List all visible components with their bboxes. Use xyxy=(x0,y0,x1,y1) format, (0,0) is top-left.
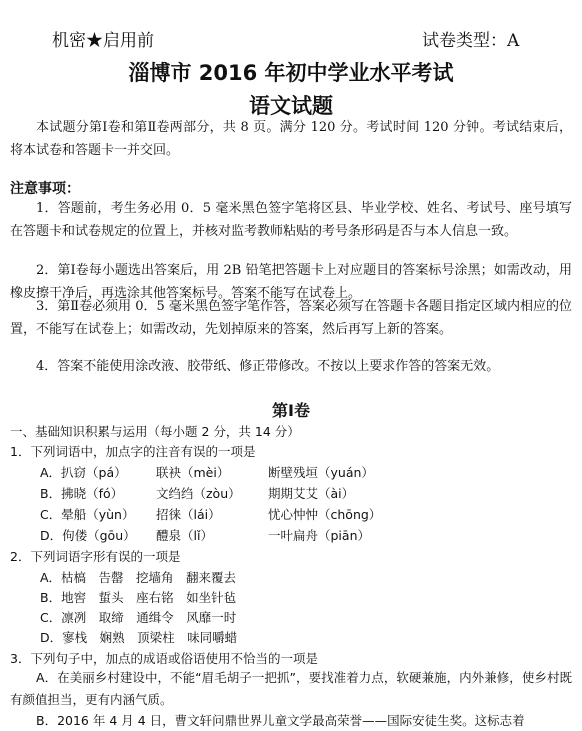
notice-item: 2．第Ⅰ卷每小题选出答案后，用 2B 铅笔把答题卡上对应题目的答案标号涂黑；如需改动，用橡皮擦干净后，再选涂其他答案标号。答案不能写在试卷上。 xyxy=(10,263,572,301)
notice-item: 4．答案不能使用涂改液、胶带纸、修正带修改。不按以上要求作答的答案无效。 xyxy=(36,359,500,374)
question-3-stem: 3．下列句子中，加点的成语或俗语使用不恰当的一项是 xyxy=(10,651,318,666)
q1-c-word1: C．晕船（yùn） xyxy=(40,507,135,522)
q2-option-d: D．寥栈 娴熟 顶梁柱 味同嚼蜡 xyxy=(40,630,238,645)
question-2-stem: 2．下列词语字形有误的一项是 xyxy=(10,549,181,564)
q1-b-word1: B．拂晓（fó） xyxy=(40,486,124,501)
exam-subtitle: 语文试题 xyxy=(249,94,333,118)
intro-paragraph: 本试题分第Ⅰ卷和第Ⅱ卷两部分，共 8 页。满分 120 分。考试时间 120 分钟。考试结束后，将本试卷和答题卡一并交回。 xyxy=(10,120,572,158)
q1-a-word3: 断壁残垣（yuán） xyxy=(268,465,374,480)
q2-option-b: B．地窖 蜇头 座右铭 如坐针毡 xyxy=(40,590,237,605)
q1-c-word2: 招徕（lái） xyxy=(156,507,221,522)
notice-item: 3．第Ⅱ卷必须用 0．5 毫米黑色签字笔作答，答案必须写在答题卡各题目指定区域内相应的位置，不能写在试卷上；如需改动，先划掉原来的答案，然后再写上新的答案。 xyxy=(10,299,572,337)
q1-a-word2: 联袂（mèi） xyxy=(156,465,230,480)
section-title: 第Ⅰ卷 xyxy=(272,401,310,420)
part-heading: 一、基础知识积累与运用（每小题 2 分，共 14 分） xyxy=(10,424,300,439)
secrecy-label: 机密★启用前 xyxy=(52,31,154,51)
q1-b-word2: 文绉绉（zòu） xyxy=(156,486,241,501)
exam-title: 淄博市 2016 年初中学业水平考试 xyxy=(128,61,454,85)
notice-item: 1．答题前，考生务必用 0．5 毫米黑色签字笔将区县、毕业学校、姓名、考试号、座号填写在答题卡和试卷规定的位置上，并核对监考教师粘贴的考号条形码是否与本人信息一致。 xyxy=(10,201,572,239)
q2-option-a: A．枯槁 告罄 挖墙角 翻来覆去 xyxy=(40,570,237,585)
q1-c-word3: 忧心忡忡（chōng） xyxy=(268,507,382,522)
q1-d-word2: 醴泉（lǐ） xyxy=(156,528,213,543)
q1-d-word1: D．佝偻（gōu） xyxy=(40,528,136,543)
notice-title: 注意事项： xyxy=(10,181,80,197)
question-1-stem: 1．下列词语中，加点字的注音有误的一项是 xyxy=(10,444,256,459)
q1-b-word3: 期期艾艾（ài） xyxy=(268,486,355,501)
paper-type-label: 试卷类型：A xyxy=(422,31,520,51)
q3-option-a: A．在美丽乡村建设中，不能“眉毛胡子一把抓”，要找准着力点，软硬兼施，内外兼修，使乡村既有颜值担当，更有内涵气质。 xyxy=(10,670,572,707)
q2-option-c: C．凛冽 取缔 通缉令 风靡一时 xyxy=(40,610,237,625)
q3-option-b: B．2016 年 4 月 4 日，曹文轩问鼎世界儿童文学最高荣誉——国际安徒生奖。这标志着 xyxy=(36,713,525,728)
q1-d-word3: 一叶扁舟（piān） xyxy=(268,528,370,543)
q1-a-word1: A．扒窃（pá） xyxy=(40,465,127,480)
